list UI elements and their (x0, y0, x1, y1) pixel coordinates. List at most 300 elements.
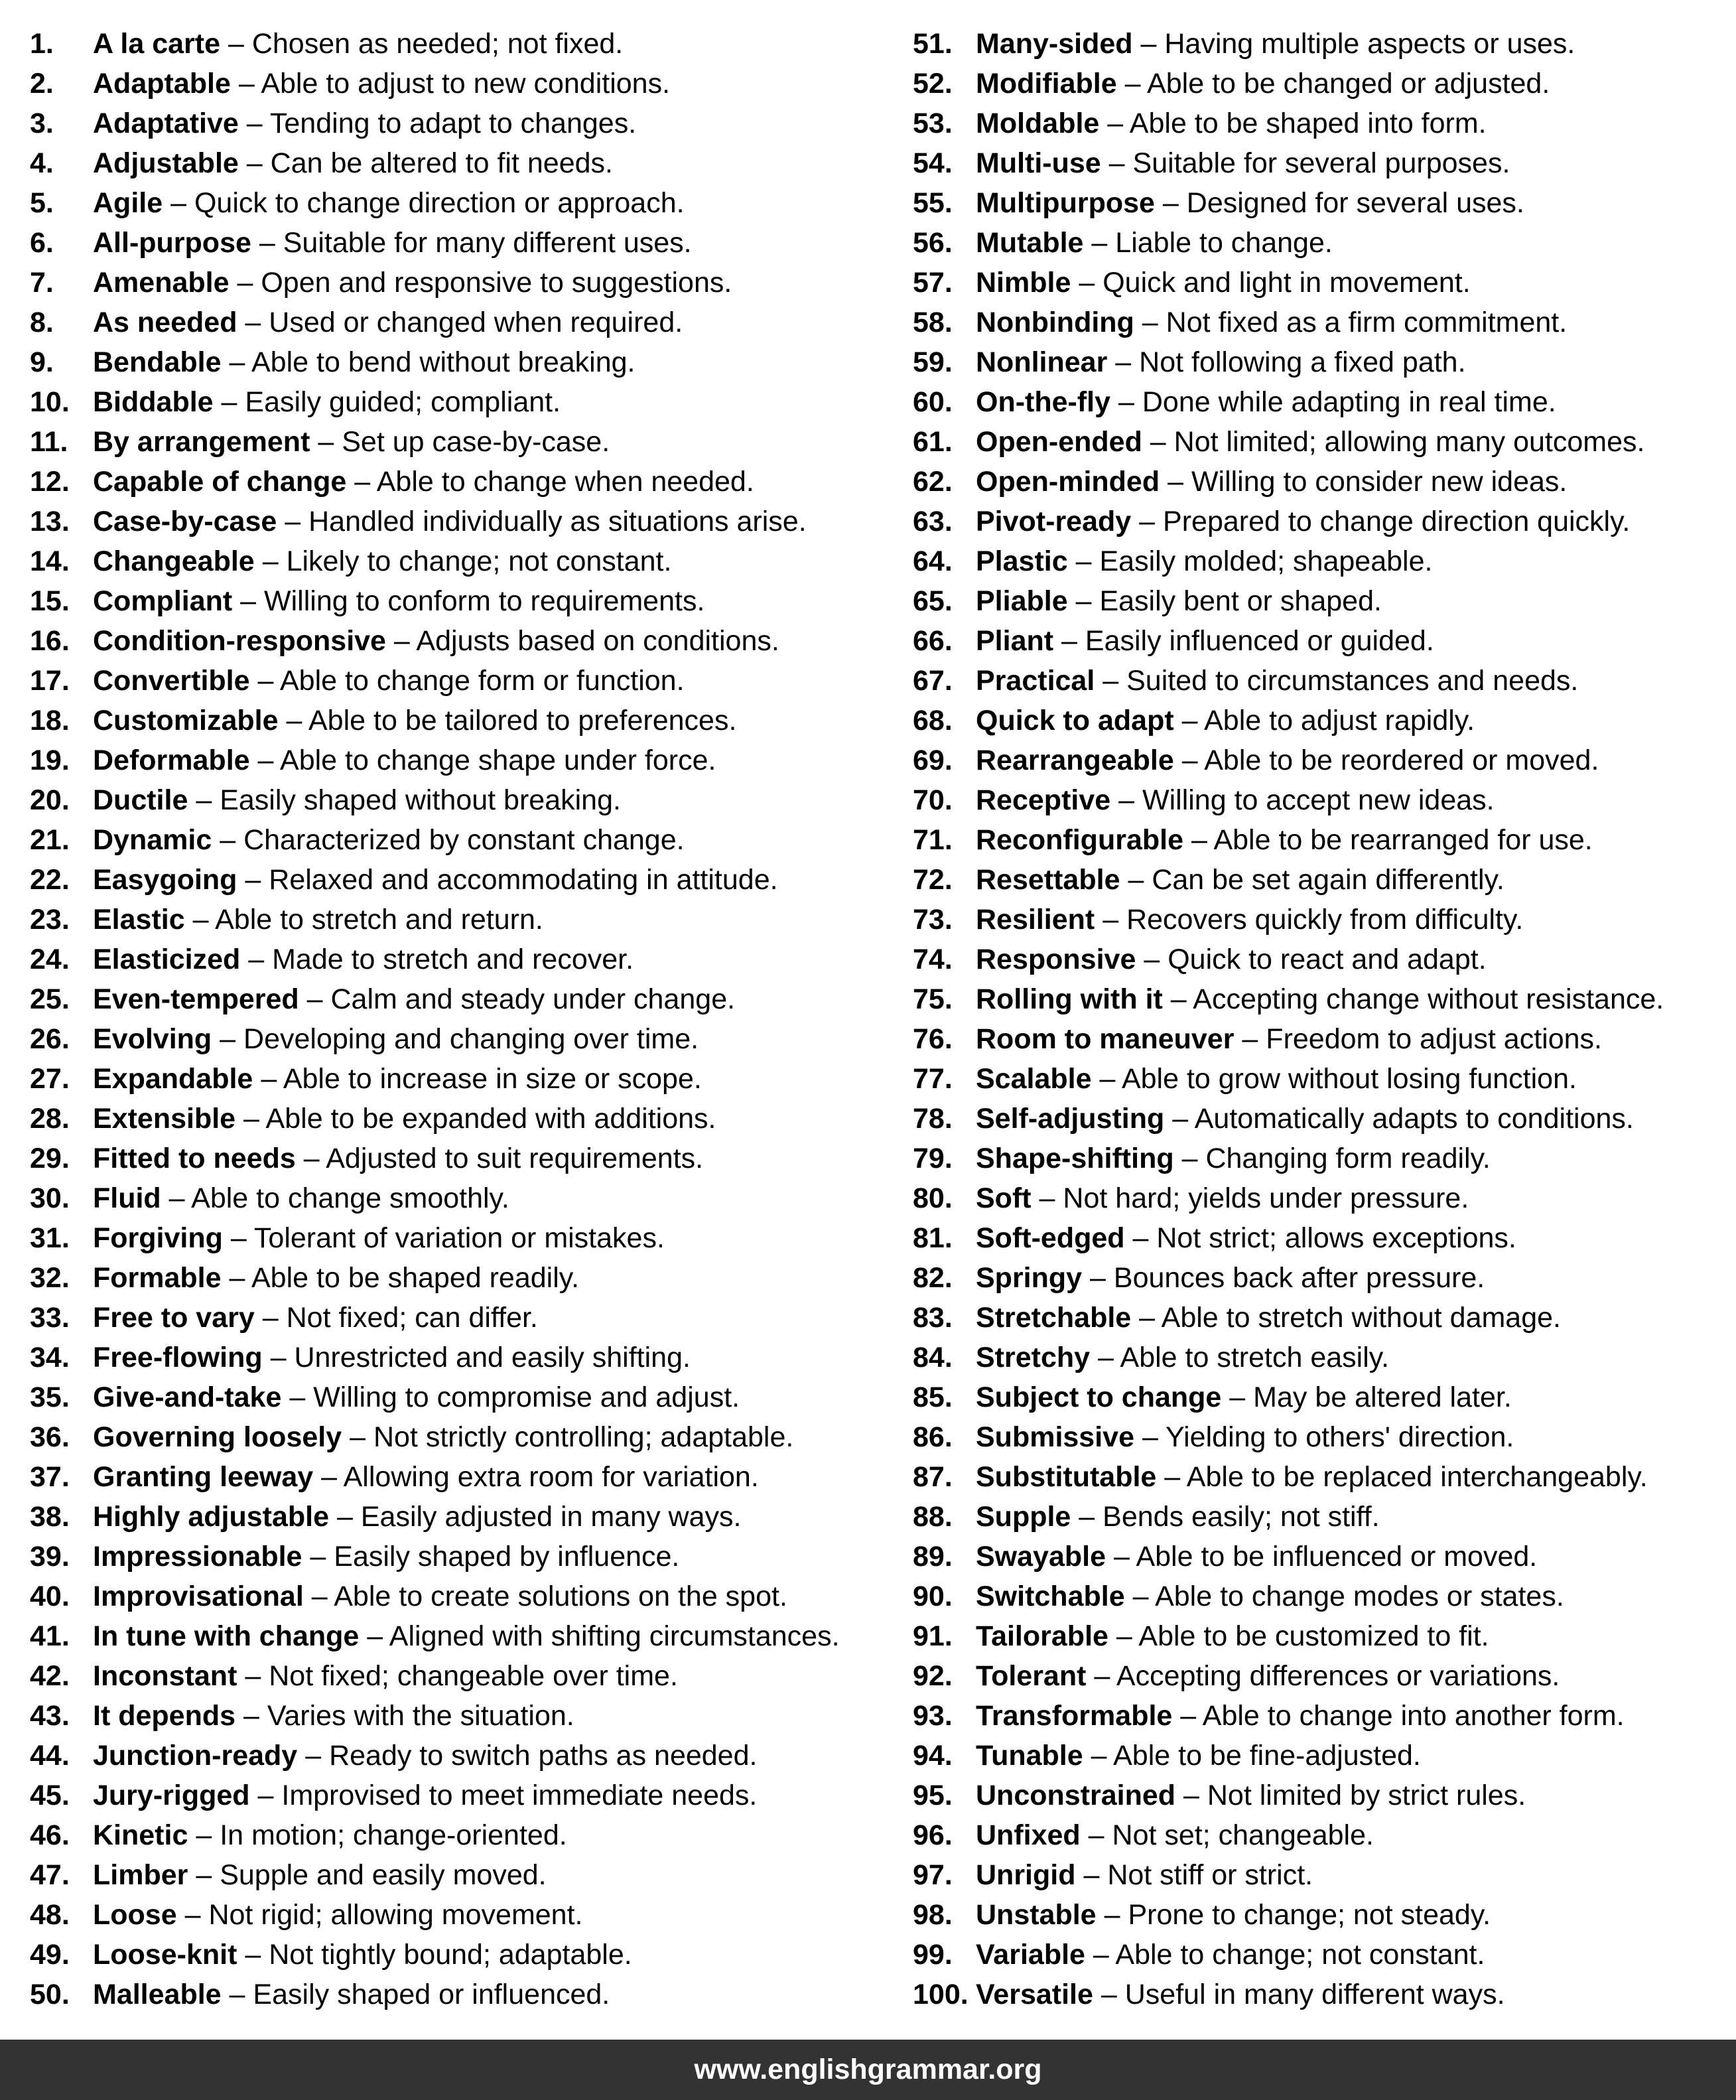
list-item (913, 1258, 1729, 1298)
item-term: Versatile (976, 1979, 1093, 2010)
list-item (30, 661, 892, 701)
item-number: 47. (30, 1859, 70, 1891)
item-separator: – (1118, 386, 1134, 418)
item-term: Governing loosely (93, 1421, 342, 1453)
item-separator: – (318, 426, 334, 458)
item-number: 24. (30, 944, 70, 975)
item-number: 60. (913, 386, 953, 418)
item-number: 82. (913, 1262, 953, 1294)
item-text (976, 143, 1510, 183)
item-separator: – (196, 1819, 212, 1851)
item-separator: – (1079, 1501, 1095, 1533)
item-term: Soft (976, 1182, 1032, 1214)
item-text (976, 1218, 1516, 1258)
item-term: Swayable (976, 1541, 1106, 1573)
list-item (913, 422, 1729, 462)
item-definition: Useful in many different ways. (1124, 1979, 1505, 2010)
item-definition: Able to be shaped into form. (1129, 107, 1487, 139)
list-item (30, 1099, 892, 1139)
item-definition: Not limited by strict rules. (1207, 1780, 1526, 1811)
item-text (93, 422, 610, 462)
item-number: 52. (913, 68, 953, 100)
list-item (913, 1815, 1729, 1855)
list-item (913, 1497, 1729, 1537)
list-item (913, 581, 1729, 621)
list-item (913, 462, 1729, 502)
item-separator: – (1150, 426, 1166, 458)
item-separator: – (229, 1979, 245, 2010)
item-text (93, 1218, 665, 1258)
item-term: Unfixed (976, 1819, 1081, 1851)
list-item (30, 1258, 892, 1298)
item-separator: – (245, 1660, 261, 1692)
item-term: Evolving (93, 1023, 212, 1055)
item-text (93, 820, 685, 860)
item-text (976, 1935, 1485, 1975)
item-term: Plastic (976, 545, 1068, 577)
item-number: 4. (30, 147, 54, 179)
item-term: Loose-knit (93, 1939, 237, 1971)
item-term: Expandable (93, 1063, 253, 1095)
list-item (913, 143, 1729, 183)
item-term: Capable of change (93, 466, 347, 498)
item-definition: Bends easily; not stiff. (1102, 1501, 1380, 1533)
item-separator: – (1098, 1342, 1114, 1373)
item-number: 79. (913, 1143, 953, 1174)
item-term: Practical (976, 665, 1095, 697)
item-definition: Prone to change; not steady. (1128, 1899, 1491, 1931)
item-number: 72. (913, 864, 953, 896)
item-number: 93. (913, 1700, 953, 1732)
item-term: Forgiving (93, 1222, 223, 1254)
item-definition: Able to change form or function. (280, 665, 685, 697)
item-text (93, 1139, 703, 1178)
list-item (913, 661, 1729, 701)
item-text (93, 1258, 579, 1298)
item-text (93, 183, 685, 223)
item-text (976, 780, 1495, 820)
item-text (976, 820, 1593, 860)
item-definition: Not hard; yields under pressure. (1063, 1182, 1469, 1214)
item-separator: – (1102, 665, 1119, 697)
item-separator: – (393, 625, 410, 657)
item-separator: – (354, 466, 371, 498)
item-separator: – (220, 824, 236, 856)
item-number: 51. (913, 28, 953, 60)
item-term: Multi-use (976, 147, 1101, 179)
list-item (913, 303, 1729, 342)
item-definition: Able to stretch and return. (215, 904, 543, 936)
item-number: 80. (913, 1182, 953, 1214)
item-separator: – (1170, 983, 1187, 1015)
item-term: Modifiable (976, 68, 1117, 100)
item-text (976, 1895, 1491, 1935)
item-text (976, 979, 1664, 1019)
list-item (30, 462, 892, 502)
item-separator: – (1168, 466, 1183, 498)
item-text (93, 462, 754, 502)
item-text (976, 541, 1432, 581)
item-term: Many-sided (976, 28, 1133, 60)
item-separator: – (1181, 1143, 1198, 1174)
item-term: As needed (93, 307, 237, 338)
item-separator: – (257, 665, 274, 697)
item-number: 37. (30, 1461, 70, 1493)
item-separator: – (1183, 1780, 1199, 1811)
item-separator: – (1039, 1182, 1055, 1214)
list-item (913, 1537, 1729, 1576)
item-number: 85. (913, 1381, 953, 1413)
item-term: Room to maneuver (976, 1023, 1235, 1055)
item-definition: Able to change modes or states. (1155, 1580, 1564, 1612)
item-separator: – (1107, 107, 1124, 139)
item-separator: – (184, 1899, 201, 1931)
item-term: Open-minded (976, 466, 1160, 498)
item-text (93, 143, 613, 183)
item-text (93, 1616, 840, 1656)
item-number: 71. (913, 824, 953, 856)
item-text (93, 780, 621, 820)
item-definition: In motion; change-oriented. (220, 1819, 567, 1851)
list-item (30, 1338, 892, 1377)
item-separator: – (285, 506, 301, 537)
item-term: Tolerant (976, 1660, 1087, 1692)
item-number: 54. (913, 147, 953, 179)
item-definition: Easily guided; compliant. (245, 386, 561, 418)
item-term: Convertible (93, 665, 250, 697)
item-definition: Able to adjust rapidly. (1204, 705, 1475, 736)
item-text (93, 1417, 793, 1457)
item-definition: Supple and easily moved. (220, 1859, 547, 1891)
item-term: Subject to change (976, 1381, 1222, 1413)
item-separator: – (245, 307, 261, 338)
item-number: 84. (913, 1342, 953, 1373)
list-item (30, 1696, 892, 1736)
item-number: 67. (913, 665, 953, 697)
item-number: 2. (30, 68, 54, 100)
item-separator: – (243, 1103, 259, 1135)
list-item (913, 64, 1729, 104)
item-definition: Used or changed when required. (269, 307, 683, 338)
item-text (93, 223, 692, 263)
list-item (30, 263, 892, 303)
list-item (913, 940, 1729, 979)
item-definition: Prepared to change direction quickly. (1163, 506, 1631, 537)
item-term: Unstable (976, 1899, 1097, 1931)
list-item (30, 1178, 892, 1218)
item-text (976, 24, 1575, 64)
list-item (913, 1855, 1729, 1895)
item-text (976, 1377, 1512, 1417)
item-definition: Having multiple aspects or uses. (1164, 28, 1575, 60)
item-text (976, 1975, 1505, 2014)
list-item (30, 900, 892, 940)
item-separator: – (321, 1461, 338, 1493)
item-text (976, 1497, 1380, 1537)
item-term: Responsive (976, 944, 1136, 975)
item-term: Rearrangeable (976, 744, 1174, 776)
item-separator: – (196, 1859, 212, 1891)
item-text (976, 1059, 1577, 1099)
item-number: 86. (913, 1421, 953, 1453)
item-number: 58. (913, 307, 953, 338)
item-text (93, 541, 671, 581)
item-definition: Able to grow without losing function. (1121, 1063, 1577, 1095)
item-separator: – (1075, 545, 1092, 577)
item-term: A la carte (93, 28, 221, 60)
item-separator: – (238, 68, 255, 100)
item-text (93, 1099, 716, 1139)
list-item (30, 382, 892, 422)
list-item (30, 1815, 892, 1855)
item-text (93, 1736, 757, 1776)
item-definition: Able to create solutions on the spot. (334, 1580, 787, 1612)
item-number: 27. (30, 1063, 70, 1095)
list-item (30, 1736, 892, 1776)
list-item (913, 820, 1729, 860)
item-text (93, 900, 543, 940)
list-item (30, 1975, 892, 2014)
item-number: 81. (913, 1222, 953, 1254)
item-separator: – (246, 147, 263, 179)
item-term: Extensible (93, 1103, 236, 1135)
item-term: Formable (93, 1262, 222, 1294)
item-text (976, 1855, 1313, 1895)
item-definition: Willing to conform to requirements. (264, 585, 705, 617)
item-number: 95. (913, 1780, 953, 1811)
item-text (93, 1298, 538, 1338)
item-text (93, 104, 636, 143)
item-term: Adjustable (93, 147, 239, 179)
item-term: Fluid (93, 1182, 161, 1214)
item-definition: Not strictly controlling; adaptable. (373, 1421, 794, 1453)
list-item (913, 979, 1729, 1019)
list-item (30, 979, 892, 1019)
item-separator: – (1091, 1740, 1107, 1772)
item-definition: Able to be expanded with additions. (265, 1103, 716, 1135)
item-term: Elasticized (93, 944, 241, 975)
item-separator: – (1124, 68, 1141, 100)
item-term: Soft-edged (976, 1222, 1125, 1254)
item-number: 57. (913, 267, 953, 299)
item-separator: – (229, 346, 245, 378)
item-definition: Able to be influenced or moved. (1136, 1541, 1538, 1573)
item-definition: Easily shaped or influenced. (253, 1979, 610, 2010)
item-definition: Suitable for several purposes. (1132, 147, 1510, 179)
item-term: Moldable (976, 107, 1100, 139)
item-term: Free-flowing (93, 1342, 263, 1373)
item-definition: Ready to switch paths as needed. (329, 1740, 758, 1772)
item-term: Ductile (93, 784, 188, 816)
list-item (913, 1298, 1729, 1338)
list-item (913, 1935, 1729, 1975)
item-text (976, 183, 1524, 223)
list-item (30, 1218, 892, 1258)
item-text (93, 1497, 741, 1537)
item-number: 76. (913, 1023, 953, 1055)
item-text (976, 502, 1630, 541)
item-term: In tune with change (93, 1620, 360, 1652)
item-text (93, 701, 736, 740)
item-number: 12. (30, 466, 70, 498)
item-term: Reconfigurable (976, 824, 1183, 856)
item-definition: Freedom to adjust actions. (1266, 1023, 1602, 1055)
item-definition: Able to be customized to fit. (1138, 1620, 1489, 1652)
item-separator: – (1088, 1819, 1104, 1851)
item-text (93, 940, 634, 979)
item-separator: – (1144, 944, 1160, 975)
item-definition: Chosen as needed; not fixed. (251, 28, 624, 60)
list-item (913, 1457, 1729, 1497)
item-term: Case-by-case (93, 506, 277, 537)
item-number: 49. (30, 1939, 70, 1971)
item-separator: – (1094, 1660, 1110, 1692)
item-term: Tailorable (976, 1620, 1108, 1652)
item-separator: – (1083, 1859, 1100, 1891)
item-number: 34. (30, 1342, 70, 1373)
item-definition: Can be set again differently. (1152, 864, 1504, 896)
item-term: Even-tempered (93, 983, 299, 1015)
list-item (30, 1537, 892, 1576)
item-text (93, 1776, 757, 1815)
list-item (913, 1377, 1729, 1417)
item-number: 41. (30, 1620, 70, 1652)
item-term: Improvisational (93, 1580, 304, 1612)
item-definition: Yielding to others' direction. (1166, 1421, 1514, 1453)
item-term: Highly adjustable (93, 1501, 330, 1533)
item-number: 39. (30, 1541, 70, 1573)
item-number: 44. (30, 1740, 70, 1772)
item-term: Adaptable (93, 68, 231, 100)
list-item (913, 1776, 1729, 1815)
item-separator: – (1118, 784, 1135, 816)
item-number: 43. (30, 1700, 70, 1732)
item-term: Customizable (93, 705, 279, 736)
item-definition: Able to stretch without damage. (1161, 1302, 1561, 1334)
item-separator: – (228, 28, 244, 60)
item-text (976, 1178, 1469, 1218)
item-text (976, 1656, 1560, 1696)
item-separator: – (1162, 187, 1179, 219)
item-text (93, 1815, 567, 1855)
item-number: 88. (913, 1501, 953, 1533)
item-text (976, 1099, 1634, 1139)
item-text (976, 621, 1434, 661)
item-separator: – (243, 1700, 259, 1732)
item-term: Granting leeway (93, 1461, 314, 1493)
list-item (30, 1616, 892, 1656)
item-separator: – (1181, 705, 1198, 736)
item-definition: Able to change; not constant. (1115, 1939, 1485, 1971)
item-text (976, 1417, 1514, 1457)
list-item (30, 820, 892, 860)
list-item (913, 1895, 1729, 1935)
item-text (93, 1059, 702, 1099)
item-number: 31. (30, 1222, 70, 1254)
item-text (93, 24, 623, 64)
word-list (0, 24, 1736, 2014)
item-separator: – (367, 1620, 383, 1652)
item-separator: – (1139, 1302, 1156, 1334)
list-item (30, 223, 892, 263)
item-separator: – (246, 107, 263, 139)
item-text (976, 263, 1471, 303)
item-term: Submissive (976, 1421, 1134, 1453)
item-number: 99. (913, 1939, 953, 1971)
item-number: 90. (913, 1580, 953, 1612)
item-number: 92. (913, 1660, 953, 1692)
item-text (976, 303, 1567, 342)
item-definition: Quick to react and adapt. (1168, 944, 1487, 975)
item-separator: – (220, 1023, 236, 1055)
item-separator: – (286, 705, 302, 736)
item-text (976, 1298, 1561, 1338)
item-definition: Quick and light in movement. (1102, 267, 1471, 299)
item-number: 69. (913, 744, 953, 776)
item-text (93, 1338, 691, 1377)
item-separator: – (240, 585, 257, 617)
item-number: 5. (30, 187, 54, 219)
item-separator: – (1132, 1580, 1149, 1612)
item-separator: – (168, 1182, 185, 1214)
item-number: 6. (30, 227, 54, 259)
list-item (913, 1218, 1729, 1258)
item-number: 100. (913, 1979, 968, 2010)
item-separator: – (1104, 1899, 1120, 1931)
item-definition: Able to change smoothly. (191, 1182, 509, 1214)
item-number: 30. (30, 1182, 70, 1214)
item-term: Receptive (976, 784, 1111, 816)
item-term: Mutable (976, 227, 1084, 259)
item-number: 89. (913, 1541, 953, 1573)
item-separator: – (221, 386, 237, 418)
item-definition: Easily bent or shaped. (1099, 585, 1382, 617)
item-text (976, 223, 1333, 263)
item-term: Transformable (976, 1700, 1173, 1732)
item-separator: – (1140, 28, 1157, 60)
item-number: 1. (30, 28, 54, 60)
item-separator: – (1101, 1979, 1117, 2010)
item-definition: May be altered later. (1253, 1381, 1512, 1413)
list-item (913, 1417, 1729, 1457)
list-item (30, 621, 892, 661)
item-definition: Not stiff or strict. (1107, 1859, 1313, 1891)
item-term: Nimble (976, 267, 1071, 299)
item-term: Resilient (976, 904, 1095, 936)
item-term: Junction-ready (93, 1740, 298, 1772)
item-number: 74. (913, 944, 953, 975)
item-number: 20. (30, 784, 70, 816)
list-item (30, 502, 892, 541)
list-item (30, 1656, 892, 1696)
item-term: Nonbinding (976, 307, 1134, 338)
item-separator: – (1181, 744, 1198, 776)
item-number: 62. (913, 466, 953, 498)
item-text (93, 382, 561, 422)
item-definition: Done while adapting in real time. (1142, 386, 1556, 418)
item-number: 65. (913, 585, 953, 617)
item-separator: – (1128, 864, 1144, 896)
footer-url-link[interactable]: www.englishgrammar.org (694, 2054, 1042, 2085)
item-text (976, 940, 1487, 979)
item-separator: – (170, 187, 187, 219)
item-separator: – (305, 1740, 322, 1772)
item-term: Dynamic (93, 824, 212, 856)
item-term: Multipurpose (976, 187, 1155, 219)
item-term: Fitted to needs (93, 1143, 296, 1174)
item-separator: – (1091, 227, 1108, 259)
item-number: 50. (30, 1979, 70, 2010)
